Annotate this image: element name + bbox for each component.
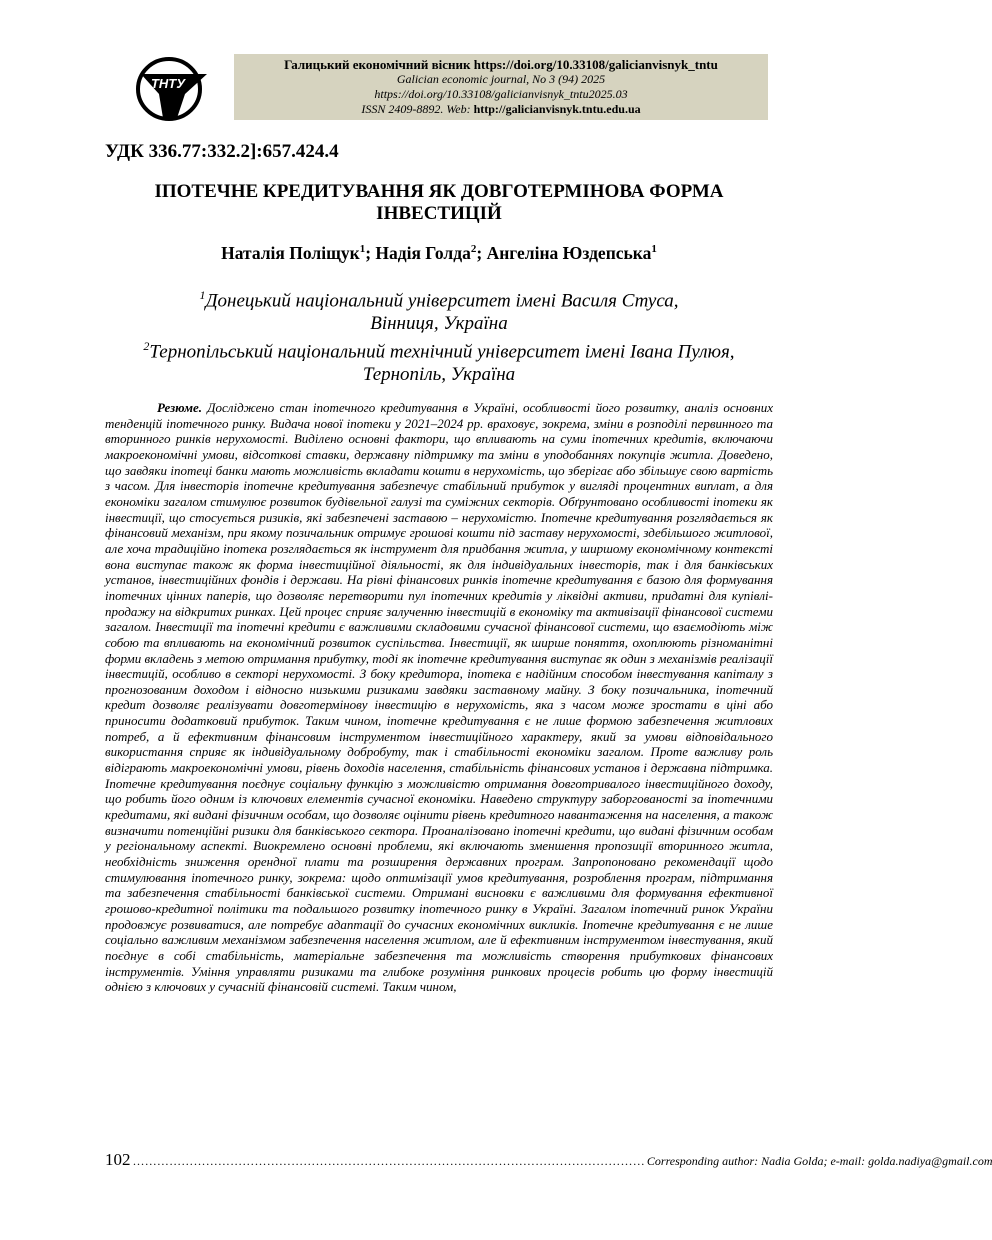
affiliation-item (105, 335, 773, 364)
page-footer (105, 1150, 992, 1170)
author-affiliation-mark: 2 (470, 243, 477, 256)
udk-code: УДК 336.77:332.2]:657.424.4 (105, 141, 339, 162)
page-number: 102 (105, 1150, 131, 1169)
affiliation-institution: Тернопільський національний технічний університет імені Івана Пулюя, (149, 341, 735, 363)
journal-header (234, 54, 768, 120)
affiliation-number: 2 (143, 339, 150, 354)
abstract (105, 400, 773, 995)
author-separator: ; (365, 243, 376, 263)
abstract-text: Досліджено стан іпотечного кредитування в Україні, особливості його розвитку, аналіз основних тенденцій іпотечного ринку. Видача нової іпотеки у 2021–2024 рр. враховує, зокрема, зміни в розподілі первинного та вторинного ринків нерухомості. Виділено основні фактори, що впливають на суми іпотечних кредитів, включаючи макроекономічні умови, відсоткові ставки, державну підтримку та зміни в уподобаннях покупців житла. Доведено, що завдяки іпотеці банки мають можливість вкладати кошти в нерухомість, що зберігає або збільшує свою вартість з часом. Для інвесторів іпотечне кредитування забезпечує стабільний прибуток у вигляді процентних виплат, а для економіки загалом стимулює розвиток будівельної галузі та суміжних секторів. Обґрунтовано особливості іпотеки як інвестиції, що стосується ризиків, які забезпечені заставою – нерухомістю. Іпотечне кредитування розглядається як фінансовий механізм, при якому позичальник отримує грошові кошти під заставу нерухомості, здебільшого житлової, але хоча традиційно іпотека розглядається як інструмент для придбання житла, у ширшому економічному контексті вона виступає також як форма інвестиційної діяльності, як для індивідуальних інвесторів, так і для банківських установ, інвестиційних фондів і держави. На рівні фінансових ринків іпотечне кредитування є базою для формування іпотечних цінних паперів, що дозволяє перетворити пул іпотечних кредитів у ліквідні активи, придатні для купівлі-продажу на відкритих ринках. Цей процес сприяє залученню інвестицій в економіку та активізації фінансової системи загалом. Інвестиції та іпотечні кредити є важливими складовими сучасної фінансової системи, що взаємодіють між собою та впливають на економічний розвиток суспільства. Інвестиції, як ширше поняття, охоплюють різноманітні форми вкладень з метою отримання прибутку, тоді як іпотечне кредитування виступає як один з механізмів реалізації інвестицій, особливо в секторі нерухомості. З боку кредитора, іпотека є надійним способом інвестування капіталу з прогнозованим доходом і відносно низькими ризиками завдяки заставному майну. З боку позичальника, іпотечний кредит дозволяє реалізувати довготермінову інвестицію в нерухомість, яка з часом може зростати в ціні або приносити додатковий прибуток. Таким чином, іпотечне кредитування є не лише формою забезпечення житлових потреб, а й ефективним фінансовим інструментом інвестиційного характеру, який за умови відповідального використання сприяє як індивідуальному добробуту, так і стабільності економіки загалом. Проте важливу роль відіграють макроекономічні умови, рівень доходів населення, стабільність фінансових установ і державна підтримка. Іпотечне кредитування поєднує соціальну функцію з можливістю отримання довготривалого інвестиційного доходу, що робить його одним із ключових елементів сучасної економіки. Наведено структуру заборгованості за іпотечними кредитами, які видані фізичним особам, що дозволяє оцінити рівень кредитного навантаження на населення, а також визначити потенційні ризики для банківського сектора. Проаналізовано іпотечні кредити, що видані фізичним особам у регіональному аспекті. Виокремлено основні проблеми, які включають зменшення пропозиції вторинного житла, необхідність зниження орендної плати та розширення державних програм. Запропоновано рекомендації щодо стимулювання іпотечного ринку, зокрема: щодо оптимізації умов кредитування, розроблення програм, підтримання та забезпечення стабільності банківської системи. Отримані висновки є важливими для формування ефективної грошово-кредитної політики та подальшого розвитку іпотечного ринку в Україні. Загалом іпотечний ринок України продовжує розвиватися, але потребує адаптації до сучасних економічних викликів. Іпотечне кредитування є не лише соціально важливим механізмом забезпечення населення житлом, але й ефективним інструментом інвестування, який поєднує в собі стабільність, матеріальне забезпечення та можливість створення прибуткових фінансових інструментів. Уміння управляти ризиками та глибоке розуміння ринкових процесів робить цю форму інвестицій однією з ключових у сучасній фінансовій системі. Таким чином, (105, 400, 773, 995)
author-name: Наталія Поліщук (221, 243, 360, 263)
corresponding-author: Corresponding author: Nadia Golda; e-mail: golda.nadiya@gmail.com (646, 1154, 992, 1168)
abstract-label: Резюме. (157, 400, 203, 415)
article-title: ІПОТЕЧНЕ КРЕДИТУВАННЯ ЯК ДОВГОТЕРМІНОВА ФОРМА ІНВЕСТИЦІЙ (154, 181, 724, 224)
author-separator: ; (476, 243, 487, 263)
affiliation-institution: Донецький національний університет імені Василя Стуса, (205, 290, 679, 312)
affiliation-list (105, 284, 773, 387)
affiliation-location: Вінниця, Україна (370, 312, 508, 334)
affiliation-location: Тернопіль, Україна (362, 364, 516, 386)
journal-doi-line: https://doi.org/10.33108/galicianvisnyk_tntu2025.03 (374, 87, 628, 101)
affiliation-item (105, 284, 773, 313)
author-name: Надія Голда (375, 243, 471, 263)
author-affiliation-mark: 1 (651, 243, 657, 256)
journal-issue-line: Galician economic journal, No 3 (94) 2025 (396, 72, 606, 86)
journal-title-line: Галицький економічний вісник https://doi.org/10.33108/galicianvisnyk_tntu (284, 57, 718, 72)
author-affiliation-mark: 1 (359, 243, 366, 256)
footer-dot-leader: ……………………………………………………………………………………………………………… (132, 1154, 645, 1168)
logo-text: ТНТУ (150, 76, 186, 91)
tntu-logo-icon (133, 54, 211, 124)
journal-web-link[interactable]: http://galicianvisnyk.tntu.edu.ua (473, 102, 641, 116)
author-name: Ангеліна Юздепська (486, 243, 652, 263)
journal-issn: ISSN 2409-8892. Web: (361, 102, 471, 116)
author-list (105, 243, 773, 264)
affiliation-number: 1 (199, 288, 206, 302)
journal-logo (133, 54, 211, 124)
journal-issn-line (234, 102, 768, 117)
